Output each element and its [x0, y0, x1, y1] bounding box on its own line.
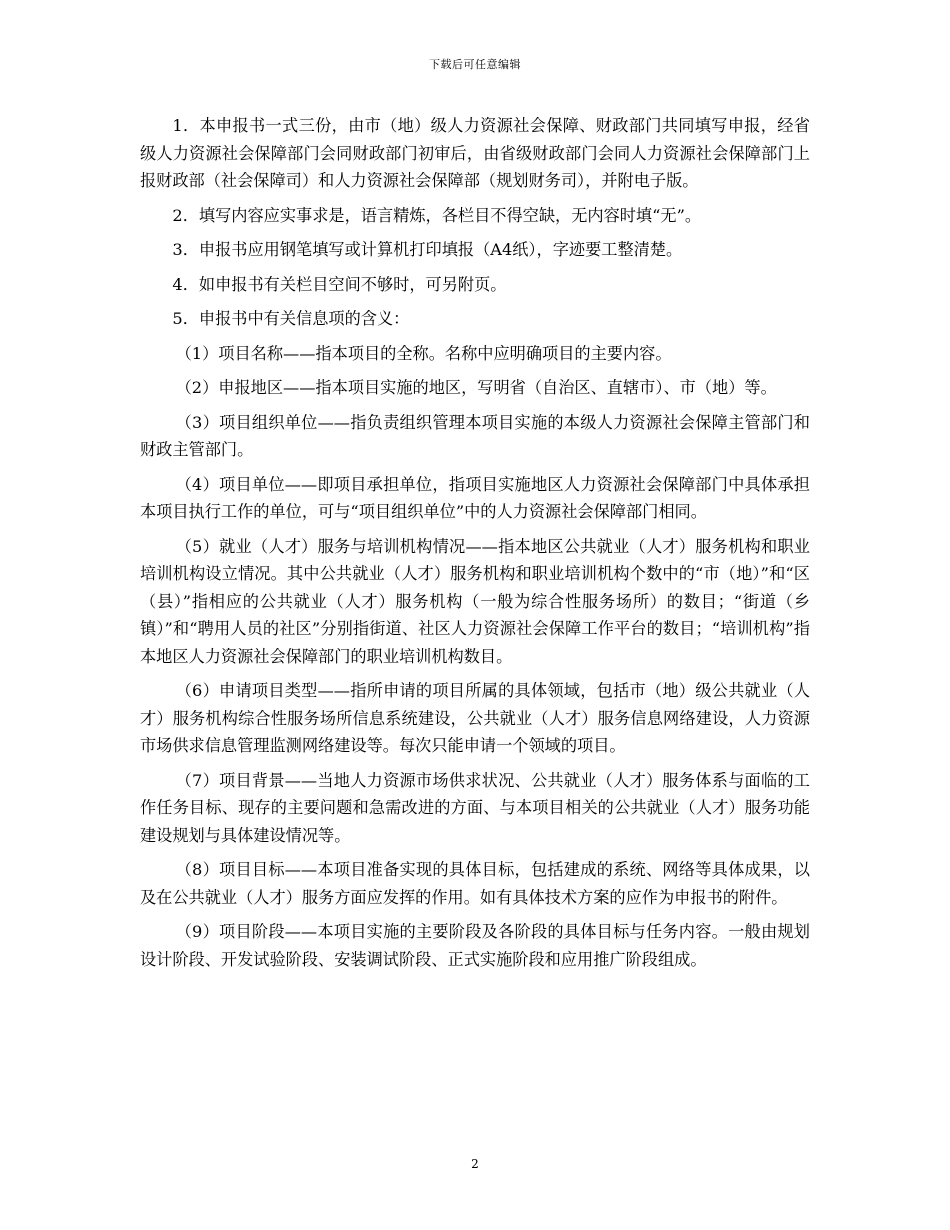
instruction-item-3: 3．申报书应用钢笔填写或计算机打印填报（A4纸），字迹要工整清楚。 [172, 240, 683, 259]
definition-item-4: （4）项目单位——即项目承担单位，指项目实施地区人力资源社会保障部门中具体承担本项目执行工作的单位，可与“项目组织单位”中的人力资源社会保障部门相同。 [140, 474, 810, 521]
definition-item-9: （9）项目阶段——本项目实施的主要阶段及各阶段的具体目标与任务内容。一般由规划设计阶段、开发试验阶段、安装调试阶段、正式实施阶段和应用推广阶段组成。 [140, 922, 810, 969]
definition-item-1: （1）项目名称——指本项目的全称。名称中应明确项目的主要内容。 [175, 343, 672, 363]
definition-item-5: （5）就业（人才）服务与培训机构情况——指本地区公共就业（人才）服务机构和职业培训机构设立情况。其中公共就业（人才）服务机构和职业培训机构个数中的“市（地）”和“区（县）”指相应的公共就业（人才）服务机构（一般为综合性服务场所）的数目；“街道（乡镇）”和“聘用人员的社区”分别指街道、社区人力资源社会保障工作平台的数目；“培训机构”指本地区人力资源社会保障部门的职业培训机构数目。 [140, 536, 810, 666]
instruction-item-5: 5．申报书中有关信息项的含义： [172, 309, 410, 328]
page-header: 下载后可任意编辑 [429, 58, 521, 71]
instruction-item-4: 4．如申报书有关栏目空间不够时，可另附页。 [172, 274, 507, 294]
definition-item-3: （3）项目组织单位——指负责组织管理本项目实施的本级人力资源社会保障主管部门和财政主管部门。 [140, 412, 810, 459]
page-number: 2 [471, 1157, 479, 1171]
definition-item-2: （2）申报地区——指本项目实施的地区，写明省（自治区、直辖市）、市（地）等。 [175, 378, 777, 397]
instruction-item-1: 1．本申报书一式三份，由市（地）级人力资源社会保障、财政部门共同填写申报，经省级人力资源社会保障部门会同财政部门初审后，由省级财政部门会同人力资源社会保障部门上报财政部（社会保障司）和人力资源社会保障部（规划财务司），并附电子版。 [140, 116, 810, 190]
instruction-item-2: 2．填写内容应实事求是，语言精炼，各栏目不得空缺，无内容时填“无”。 [172, 205, 702, 225]
definition-item-8: （8）项目目标——本项目准备实现的具体目标，包括建成的系统、网络等具体成果，以及在公共就业（人才）服务方面应发挥的作用。如有具体技术方案的应作为申报书的附件。 [140, 860, 810, 907]
definition-item-6: （6）申请项目类型——指所申请的项目所属的具体领域，包括市（地）级公共就业（人才）服务机构综合性服务场所信息系统建设，公共就业（人才）服务信息网络建设，人力资源市场供求信息管理监测网络建设等。每次只能申请一个领域的项目。 [140, 681, 810, 755]
definition-item-7: （7）项目背景——当地人力资源市场供求状况、公共就业（人才）服务体系与面临的工作任务目标、现存的主要问题和急需改进的方面、与本项目相关的公共就业（人才）服务功能建设规划与具体建设情况等。 [140, 770, 810, 845]
document-body [140, 112, 810, 980]
